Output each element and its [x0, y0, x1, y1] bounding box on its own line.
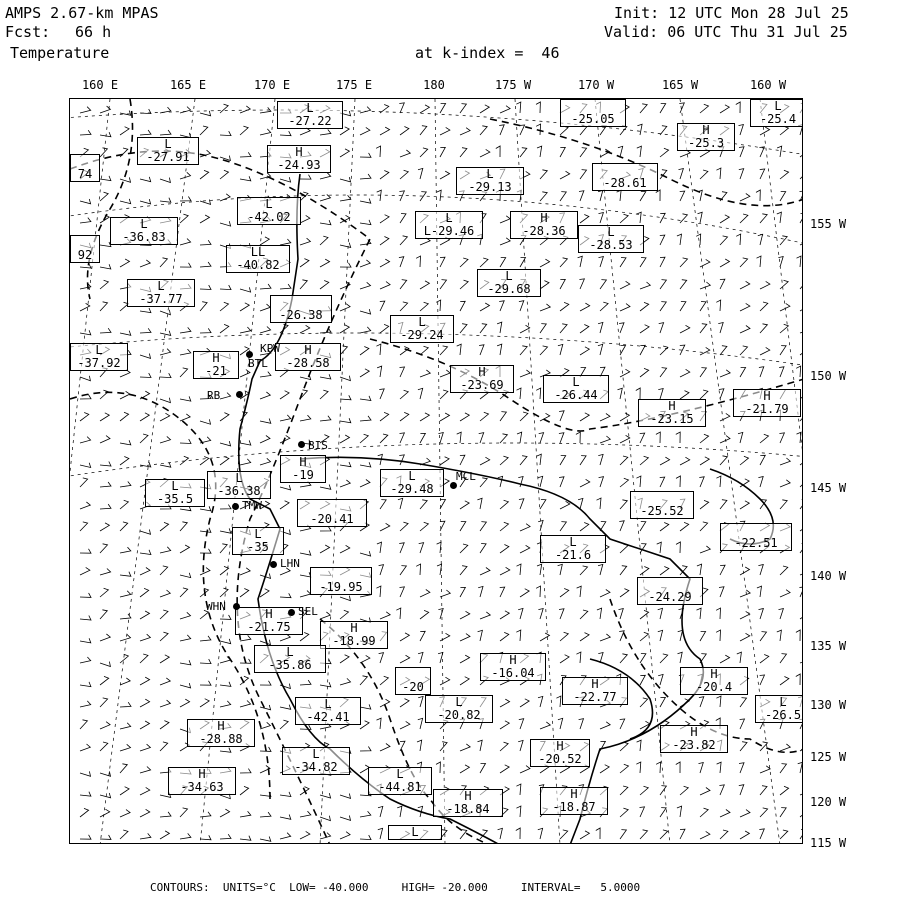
high-center-label: H -20.4: [680, 667, 748, 695]
extremum-label: -20: [395, 667, 431, 695]
low-center-label: L -44.81: [368, 767, 432, 795]
high-center-label: H -21: [193, 351, 239, 379]
station-marker: [450, 482, 457, 489]
extremum-label: -19.95: [310, 567, 372, 595]
lat-label-135w: 135 W: [810, 639, 847, 653]
lat-label-115w: 115 W: [810, 836, 847, 850]
low-center-label: L -26.44: [543, 375, 609, 403]
station-label: TMW: [242, 499, 262, 512]
low-center-label: LL -40.82: [226, 245, 290, 273]
high-center-label: H -18.87: [540, 787, 608, 815]
low-center-label: L L-29.46: [415, 211, 483, 239]
low-center-label: L -25.4: [750, 99, 803, 127]
station-label: BIS: [308, 439, 328, 452]
lat-label-140w: 140 W: [810, 569, 847, 583]
low-center-label: L -29.68: [477, 269, 541, 297]
high-center-label: H -24.93: [267, 145, 331, 173]
low-center-label: L -29.13: [456, 167, 524, 195]
extremum-label: 74: [70, 154, 100, 182]
low-center-label: L -35.86: [254, 645, 326, 673]
low-center-label: L -28.53: [578, 225, 644, 253]
high-center-label: H -23.82: [660, 725, 728, 753]
low-center-label: L -34.82: [282, 747, 350, 775]
extremum-label: -25.05: [560, 99, 626, 127]
low-center-label: L -35: [232, 527, 284, 555]
extremum-label: 92: [70, 235, 100, 263]
low-center-label: L: [388, 825, 442, 840]
high-center-label: H -20.52: [530, 739, 590, 767]
high-center-label: H -34.63: [168, 767, 236, 795]
lon-label-175w: 175 W: [494, 78, 532, 92]
low-center-label: L -36.38: [207, 471, 271, 499]
station-marker: [270, 561, 277, 568]
high-center-label: H -19: [280, 455, 326, 483]
station-marker: [233, 603, 240, 610]
station-marker: [232, 503, 239, 510]
low-center-label: L -27.91: [137, 137, 199, 165]
forecast-hour: 66 h: [75, 23, 112, 41]
extremum-label: -26.38: [270, 295, 332, 323]
low-center-label: L -21.6: [540, 535, 606, 563]
station-label: BTL: [248, 357, 268, 370]
lon-label-180: 180: [423, 78, 445, 92]
extremum-label: -28.61: [592, 163, 658, 191]
high-center-label: H -18.99: [320, 621, 388, 649]
station-marker: [236, 391, 243, 398]
station-marker: [298, 441, 305, 448]
extremum-label: -20.41: [297, 499, 367, 527]
station-label: WHN: [206, 600, 226, 613]
station-label: RB: [207, 389, 221, 402]
lon-label-160e: 160 E: [81, 78, 119, 92]
extremum-label: -22.51: [720, 523, 792, 551]
station-label: KPW: [260, 342, 280, 355]
low-center-label: L -37.92: [70, 343, 128, 371]
lon-label-170w: 170 W: [577, 78, 615, 92]
high-center-label: H -28.36: [510, 211, 578, 239]
lat-label-120w: 120 W: [810, 795, 847, 809]
low-center-label: L -42.41: [295, 697, 361, 725]
station-label: MCL: [456, 470, 476, 483]
low-center-label: L -37.77: [127, 279, 195, 307]
station-label: LHN: [280, 557, 300, 570]
high-center-label: H -16.04: [480, 653, 546, 681]
high-center-label: H -21.79: [733, 389, 801, 417]
high-center-label: H -23.69: [450, 365, 514, 393]
init-time: Init: 12 UTC Mon 28 Jul 25: [614, 4, 849, 22]
station-marker: [288, 609, 295, 616]
lon-label-165w: 165 W: [661, 78, 699, 92]
lon-label-170e: 170 E: [253, 78, 291, 92]
low-center-label: L -35.5: [145, 479, 205, 507]
forecast-label: Fcst:: [5, 23, 51, 41]
lat-label-150w: 150 W: [810, 369, 847, 383]
high-center-label: H -28.58: [275, 343, 341, 371]
lon-label-175e: 175 E: [335, 78, 373, 92]
high-center-label: H -23.15: [638, 399, 706, 427]
lat-label-155w: 155 W: [810, 217, 847, 231]
high-center-label: H -28.88: [187, 719, 255, 747]
low-center-label: L -36.83: [110, 217, 178, 245]
valid-time: Valid: 06 UTC Thu 31 Jul 25: [604, 23, 848, 41]
model-title: AMPS 2.67-km MPAS: [5, 4, 159, 22]
extremum-label: -25.52: [630, 491, 694, 519]
low-center-label: L -20.82: [425, 695, 493, 723]
field-name: Temperature: [10, 44, 110, 62]
low-center-label: L -27.22: [277, 101, 343, 129]
high-center-label: H -22.77: [562, 677, 628, 705]
station-label: SEL: [298, 605, 318, 618]
low-center-label: L -42.02: [237, 197, 301, 225]
low-center-label: L -29.24: [390, 315, 454, 343]
high-center-label: H -21.75: [235, 607, 303, 635]
extremum-label: -24.29: [637, 577, 703, 605]
lon-label-165e: 165 E: [169, 78, 207, 92]
lat-label-145w: 145 W: [810, 481, 847, 495]
map-panel: [69, 98, 803, 844]
lat-label-125w: 125 W: [810, 750, 847, 764]
high-center-label: H -18.84: [433, 789, 503, 817]
low-center-label: L -29.48: [380, 469, 444, 497]
lat-label-130w: 130 W: [810, 698, 847, 712]
low-center-label: L -26.5: [755, 695, 803, 723]
lon-label-160w: 160 W: [749, 78, 787, 92]
level-label: at k-index = 46: [415, 44, 560, 62]
high-center-label: H -25.3: [677, 123, 735, 151]
contour-legend: CONTOURS: UNITS=°C LOW= -40.000 HIGH= -20.000 INTERVAL= 5.0000: [150, 881, 641, 894]
